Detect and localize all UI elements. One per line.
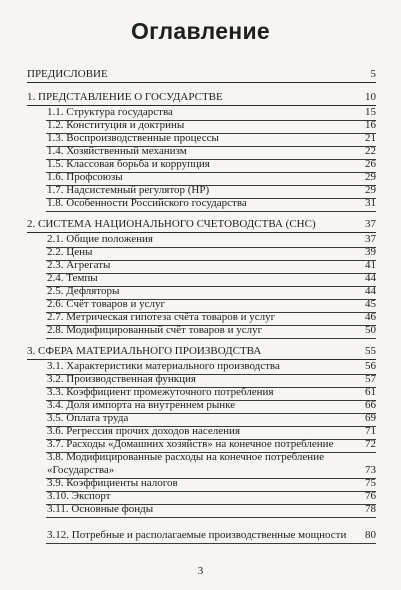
- toc-entry-page: 45: [365, 298, 376, 310]
- toc-entry-title: 1.5. Классовая борьба и коррупция: [47, 158, 210, 170]
- toc-entry-page: 75: [365, 477, 376, 489]
- toc-entry-title: 3.12. Потребные и располагаемые производственные мощности: [47, 529, 347, 541]
- toc-entry-title: 3.11. Основные фонды: [47, 503, 154, 515]
- toc-entry-page: 55: [365, 345, 376, 357]
- toc-section-entry: [27, 197, 376, 210]
- toc-entry-page: 39: [365, 246, 376, 258]
- toc-entry-title: 2.8. Модифицированный счёт товаров и услуг: [47, 324, 263, 336]
- toc-entry-title: 3.8. Модифицированные расходы на конечное потребление «Государства»: [47, 451, 324, 476]
- toc-entry-page: 41: [365, 259, 376, 271]
- toc-entry-page: 10: [365, 91, 376, 103]
- toc-entry-page: 21: [365, 132, 376, 144]
- toc-entry-title: 2.2. Цены: [47, 246, 93, 258]
- toc-chapter-entry: [27, 68, 376, 83]
- toc-section-entry: [27, 425, 376, 438]
- toc-entry-page: 15: [365, 106, 376, 118]
- toc-entry-page: 29: [365, 184, 376, 196]
- toc-section-entry: [27, 490, 376, 503]
- toc-entry-page: 44: [365, 272, 376, 284]
- toc-section-entry: [27, 132, 376, 145]
- toc-entry-title: 1.2. Конституция и доктрины: [47, 119, 185, 131]
- toc-entry-page: 73: [365, 464, 376, 476]
- toc-entry-page: 22: [365, 145, 376, 157]
- toc-chapter-entry: [27, 345, 376, 360]
- toc-entry-page: 66: [365, 399, 376, 411]
- toc-entry-title: ПРЕДИСЛОВИЕ: [27, 68, 108, 80]
- toc-entry-title: 3.4. Доля импорта на внутреннем рынке: [47, 399, 236, 411]
- toc-section-entry: [27, 477, 376, 490]
- toc-section-entry: [27, 451, 376, 477]
- toc-section-entry: [27, 272, 376, 285]
- toc-section-entry: [27, 171, 376, 184]
- page-number: 3: [197, 565, 204, 577]
- toc-section-entry: [27, 285, 376, 298]
- toc-section-entry: [27, 246, 376, 259]
- toc-entry-title: 2.1. Общие положения: [47, 233, 153, 245]
- toc-section-entry: [27, 184, 376, 197]
- toc-entry-title: 2.5. Дефляторы: [47, 285, 120, 297]
- toc-entry-page: 72: [365, 438, 376, 450]
- toc-section-entry: [27, 324, 376, 337]
- toc-entry-page: 37: [365, 218, 376, 230]
- toc-entry-page: 44: [365, 285, 376, 297]
- toc-chapter-entry: [27, 218, 376, 233]
- toc-entry-page: 46: [365, 311, 376, 323]
- toc-entry-title: 3.2. Производственная функция: [47, 373, 196, 385]
- toc-section-entry: [27, 412, 376, 425]
- toc-section-entry: [27, 311, 376, 324]
- toc-entry-page: 69: [365, 412, 376, 424]
- toc-entry-page: 16: [365, 119, 376, 131]
- toc-entry-page: 57: [365, 373, 376, 385]
- toc-entry-title: 2. СИСТЕМА НАЦИОНАЛЬНОГО СЧЕТОВОДСТВА (СНС): [27, 218, 316, 230]
- toc-entry-page: 78: [365, 503, 376, 515]
- table-of-contents: [27, 62, 376, 542]
- toc-entry-title: 2.4. Темпы: [47, 272, 98, 284]
- toc-entry-page: 50: [365, 324, 376, 336]
- toc-section-entry: [27, 516, 376, 542]
- toc-section-entry: [27, 298, 376, 311]
- toc-section-entry: [27, 259, 376, 272]
- toc-entry-page: 61: [365, 386, 376, 398]
- toc-entry-title: 3. СФЕРА МАТЕРИАЛЬНОГО ПРОИЗВОДСТВА: [27, 345, 262, 357]
- toc-section-entry: [27, 145, 376, 158]
- toc-section-entry: [27, 360, 376, 373]
- toc-entry-title: 1.3. Воспроизводственные процессы: [47, 132, 219, 144]
- toc-entry-title: 2.7. Метрическая гипотеза счёта товаров и услуг: [47, 311, 276, 323]
- toc-entry-title: 2.3. Агрегаты: [47, 259, 111, 271]
- toc-section-entry: [27, 503, 376, 516]
- toc-entry-page: 71: [365, 425, 376, 437]
- toc-entry-page: 29: [365, 171, 376, 183]
- toc-entry-title: 1.4. Хозяйственный механизм: [47, 145, 187, 157]
- toc-section-entry: [27, 119, 376, 132]
- toc-entry-title: 3.6. Регрессия прочих доходов населения: [47, 425, 241, 437]
- toc-entry-page: 37: [365, 233, 376, 245]
- toc-entry-page: 31: [365, 197, 376, 209]
- toc-entry-title: 2.6. Счёт товаров и услуг: [47, 298, 165, 310]
- toc-entry-page: 80: [365, 529, 376, 541]
- toc-chapter-entry: [27, 91, 376, 106]
- toc-section-entry: [27, 106, 376, 119]
- toc-entry-title: 3.10. Экспорт: [47, 490, 111, 502]
- toc-entry-title: 3.9. Коэффициенты налогов: [47, 477, 178, 489]
- toc-section-entry: [27, 233, 376, 246]
- page-title: Оглавление: [130, 18, 271, 44]
- toc-entry-title: 3.1. Характеристики материального производства: [47, 360, 280, 372]
- toc-entry-title: 1.6. Профсоюзы: [47, 171, 123, 183]
- toc-entry-title: 3.7. Расходы «Домашних хозяйств» на конечное потребление: [47, 438, 334, 450]
- toc-entry-page: 76: [365, 490, 376, 502]
- toc-entry-page: 26: [365, 158, 376, 170]
- toc-section-entry: [27, 438, 376, 451]
- toc-entry-title: 3.3. Коэффициент промежуточного потребления: [47, 386, 274, 398]
- toc-entry-title: 1.8. Особенности Российского государства: [47, 197, 247, 209]
- toc-entry-page: 5: [370, 68, 376, 80]
- toc-entry-title: 1.7. Надсистемный регулятор (НР): [47, 184, 210, 196]
- toc-section-entry: [27, 158, 376, 171]
- toc-entry-title: 1.1. Структура государства: [47, 106, 173, 118]
- toc-entry-page: 56: [365, 360, 376, 372]
- toc-section-entry: [27, 399, 376, 412]
- toc-section-entry: [27, 386, 376, 399]
- toc-entry-title: 1. ПРЕДСТАВЛЕНИЕ О ГОСУДАРСТВЕ: [27, 91, 223, 103]
- toc-entry-title: 3.5. Оплата труда: [47, 412, 129, 424]
- toc-section-entry: [27, 373, 376, 386]
